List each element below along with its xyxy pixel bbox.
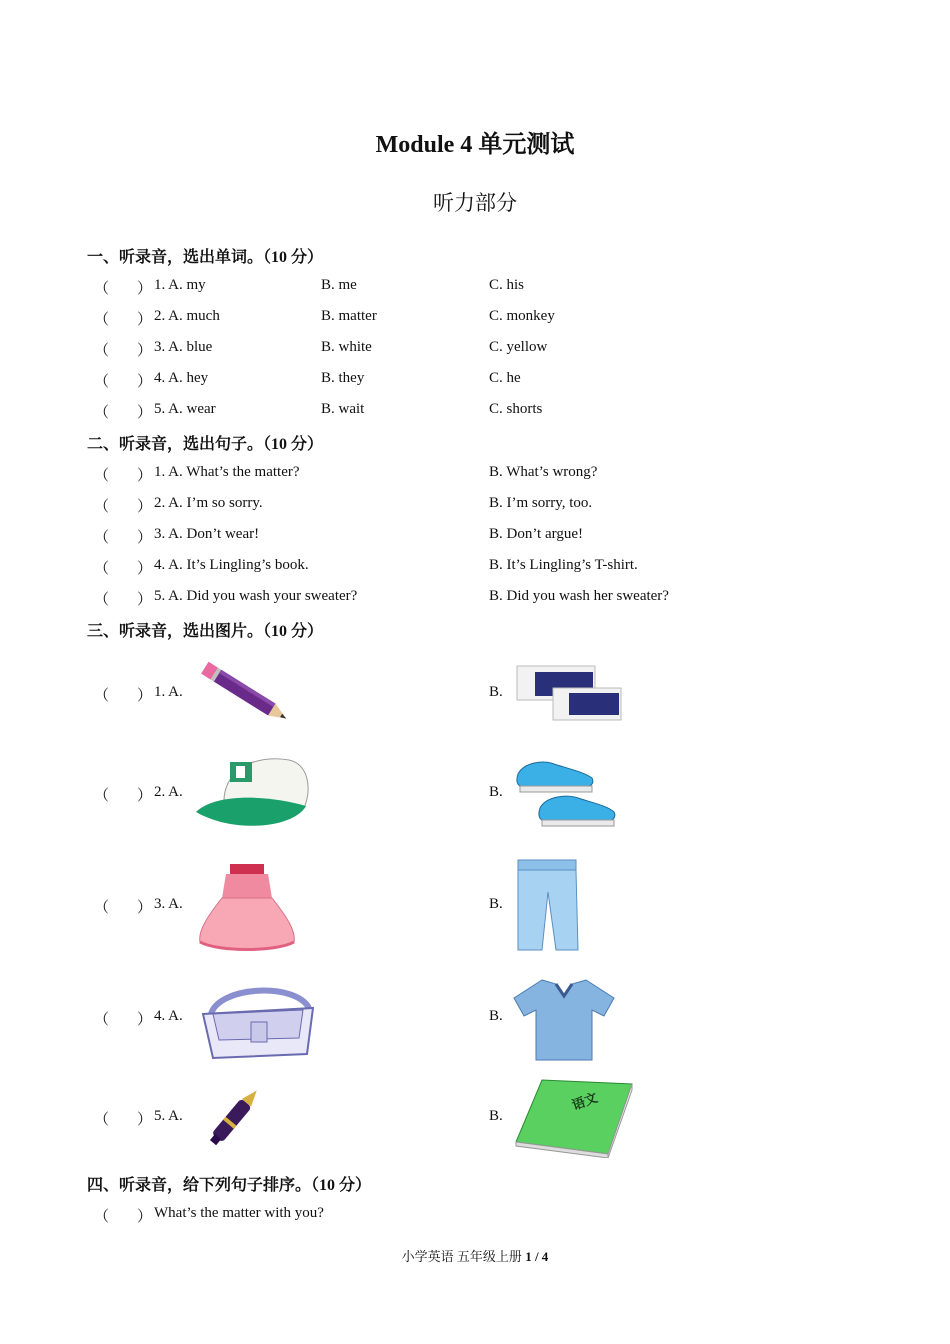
answer-paren-close: ） (137, 468, 153, 484)
answer-paren-close: ） (137, 405, 153, 421)
picture-option-b: B. (489, 684, 503, 700)
answer-paren-close: ） (137, 343, 153, 359)
picture-option-a: 5. A. (154, 1108, 183, 1124)
answer-paren-close: ） (137, 312, 153, 328)
sentence-option-a: 2. A. I’m so sorry. (154, 495, 263, 511)
sentence-option-b: B. Don’t argue! (489, 526, 584, 542)
option-a: 2. A. much (154, 308, 220, 324)
shoes-image (514, 756, 618, 830)
answer-paren-close: ） (137, 900, 153, 916)
answer-paren-close: ） (137, 561, 153, 577)
picture-option-a: 3. A. (154, 896, 183, 912)
sentence-option-a: 1. A. What’s the matter? (154, 464, 300, 480)
answer-paren-open: （ (94, 499, 110, 515)
answer-paren-open: （ (94, 530, 110, 546)
pencil-image (193, 658, 297, 730)
option-b: B. me (321, 277, 357, 293)
sentence-option-a: 4. A. It’s Lingling’s book. (154, 557, 309, 573)
answer-paren-open: （ (94, 688, 110, 704)
sentence-option-b: B. I’m sorry, too. (489, 495, 593, 511)
answer-paren-open: （ (94, 374, 110, 390)
option-a: 3. A. blue (154, 339, 213, 355)
answer-paren-open: （ (94, 281, 110, 297)
answer-paren-close: ） (137, 281, 153, 297)
option-b: B. they (321, 370, 365, 386)
eraser-image (515, 662, 623, 726)
book-image (512, 1078, 634, 1158)
answer-paren-close: ） (137, 592, 153, 608)
picture-option-a: 2. A. (154, 784, 183, 800)
cap-image (194, 750, 312, 832)
bag-image (199, 982, 317, 1062)
book-label: 语文 (570, 1090, 600, 1114)
option-c: C. yellow (489, 339, 548, 355)
answer-paren-close: ） (137, 688, 153, 704)
option-c: C. his (489, 277, 525, 293)
option-c: C. he (489, 370, 521, 386)
page-title: Module 4 单元测试 (375, 132, 575, 158)
answer-paren-open: （ (94, 561, 110, 577)
option-a: 5. A. wear (154, 401, 216, 417)
picture-option-a: 4. A. (154, 1008, 183, 1024)
option-b: B. matter (321, 308, 377, 324)
page-number: 1 / 4 (525, 1249, 549, 1264)
sentence-option-b: B. What’s wrong? (489, 464, 598, 480)
section4-item: What’s the matter with you? (154, 1205, 324, 1221)
answer-paren-open: （ (94, 1209, 110, 1225)
answer-paren-open: （ (94, 788, 110, 804)
page-footer (0, 1246, 950, 1265)
answer-paren-close: ） (137, 788, 153, 804)
jeans-image (512, 858, 582, 954)
answer-paren-open: （ (94, 1112, 110, 1128)
dress-image (196, 862, 298, 952)
answer-paren-close: ） (137, 1209, 153, 1225)
option-b: B. white (321, 339, 372, 355)
sentence-option-b: B. Did you wash her sweater? (489, 588, 669, 604)
answer-paren-open: （ (94, 405, 110, 421)
answer-paren-open: （ (94, 900, 110, 916)
tshirt-image (512, 976, 616, 1064)
picture-option-b: B. (489, 1108, 503, 1124)
sentence-option-a: 3. A. Don’t wear! (154, 526, 260, 542)
answer-paren-open: （ (94, 312, 110, 328)
answer-paren-open: （ (94, 592, 110, 608)
option-c: C. monkey (489, 308, 555, 324)
option-c: C. shorts (489, 401, 543, 417)
picture-option-b: B. (489, 896, 503, 912)
answer-paren-close: ） (137, 1112, 153, 1128)
answer-paren-close: ） (137, 499, 153, 515)
footer-text: 小学英语 五年级上册 (401, 1249, 522, 1264)
answer-paren-close: ） (137, 1012, 153, 1028)
option-a: 1. A. my (154, 277, 206, 293)
section3-heading: 三、听录音，选出图片。（10 分） (87, 623, 324, 640)
picture-option-b: B. (489, 1008, 503, 1024)
sentence-option-a: 5. A. Did you wash your sweater? (154, 588, 358, 604)
option-a: 4. A. hey (154, 370, 209, 386)
page-subtitle: 听力部分 (433, 191, 517, 215)
section2-heading: 二、听录音，选出句子。（10 分） (87, 436, 324, 453)
answer-paren-open: （ (94, 343, 110, 359)
answer-paren-close: ） (137, 374, 153, 390)
picture-option-b: B. (489, 784, 503, 800)
answer-paren-close: ） (137, 530, 153, 546)
option-b: B. wait (321, 401, 365, 417)
section1-heading: 一、听录音，选出单词。（10 分） (87, 249, 324, 266)
picture-option-a: 1. A. (154, 684, 183, 700)
fountain-pen-image (198, 1078, 272, 1158)
section4-heading: 四、听录音，给下列句子排序。（10 分） (87, 1177, 372, 1194)
sentence-option-b: B. It’s Lingling’s T-shirt. (489, 557, 638, 573)
answer-paren-open: （ (94, 1012, 110, 1028)
answer-paren-open: （ (94, 468, 110, 484)
